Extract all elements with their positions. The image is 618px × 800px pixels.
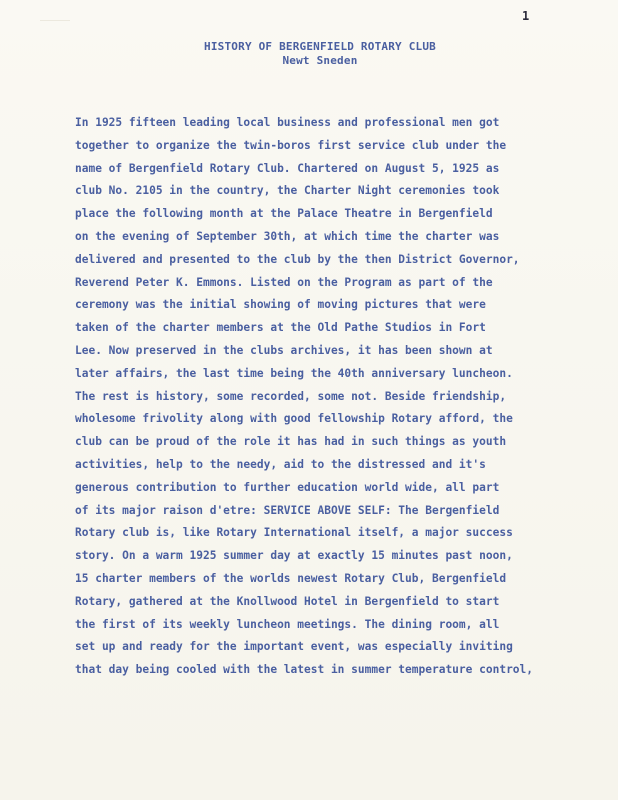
text-line: generous contribution to further education world wide, all part <box>75 480 500 494</box>
text-line: club can be proud of the role it has had in such things as youth <box>75 435 507 449</box>
text-line: ceremony was the initial showing of moving pictures that were <box>75 298 486 312</box>
text-line: taken of the charter members at the Old Pathe Studios in Fort <box>75 321 486 335</box>
text-line: Lee. Now preserved in the clubs archives, it has been shown at <box>75 343 493 357</box>
text-line: set up and ready for the important event, was especially inviting <box>75 640 513 654</box>
text-line: Rotary club is, like Rotary International itself, a major success <box>75 526 513 540</box>
text-line: delivered and presented to the club by the then District Governor, <box>75 252 520 266</box>
scan-smudge <box>40 20 70 29</box>
text-line: Reverend Peter K. Emmons. Listed on the Program as part of the <box>75 275 493 289</box>
text-line: club No. 2105 in the country, the Charter Night ceremonies took <box>75 184 500 198</box>
text-line: that day being cooled with the latest in summer temperature control, <box>75 663 534 677</box>
text-line: of its major raison d'etre: SERVICE ABOVE SELF: The Bergenfield <box>75 503 500 517</box>
text-line: later affairs, the last time being the 40th anniversary luncheon. <box>75 366 513 380</box>
text-line: story. On a warm 1925 summer day at exactly 15 minutes past noon, <box>75 549 513 563</box>
text-line: In 1925 fifteen leading local business and professional men got <box>75 116 500 129</box>
text-line: together to organize the twin-boros first service club under the <box>75 138 507 152</box>
text-line: activities, help to the needy, aid to the distressed and it's <box>75 457 486 471</box>
text-line: place the following month at the Palace Theatre in Bergenfield <box>75 207 493 221</box>
text-line: Rotary, gathered at the Knollwood Hotel in Bergenfield to start <box>75 594 500 608</box>
text-line: The rest is history, some recorded, some not. Beside friendship, <box>75 389 507 403</box>
body-paragraph <box>75 112 575 682</box>
document-title: HISTORY OF BERGENFIELD ROTARY CLUB <box>204 40 436 53</box>
text-line: name of Bergenfield Rotary Club. Chartered on August 5, 1925 as <box>75 161 500 175</box>
text-line: wholesome frivolity along with good fellowship Rotary afford, the <box>75 412 513 426</box>
document-author: Newt Sneden <box>282 54 358 67</box>
text-line: the first of its weekly luncheon meetings. The dining room, all <box>75 617 500 631</box>
text-line: 15 charter members of the worlds newest Rotary Club, Bergenfield <box>75 571 507 585</box>
page-number: 1 <box>522 9 530 23</box>
text-line: on the evening of September 30th, at which time the charter was <box>75 229 500 243</box>
document-header <box>0 40 618 67</box>
